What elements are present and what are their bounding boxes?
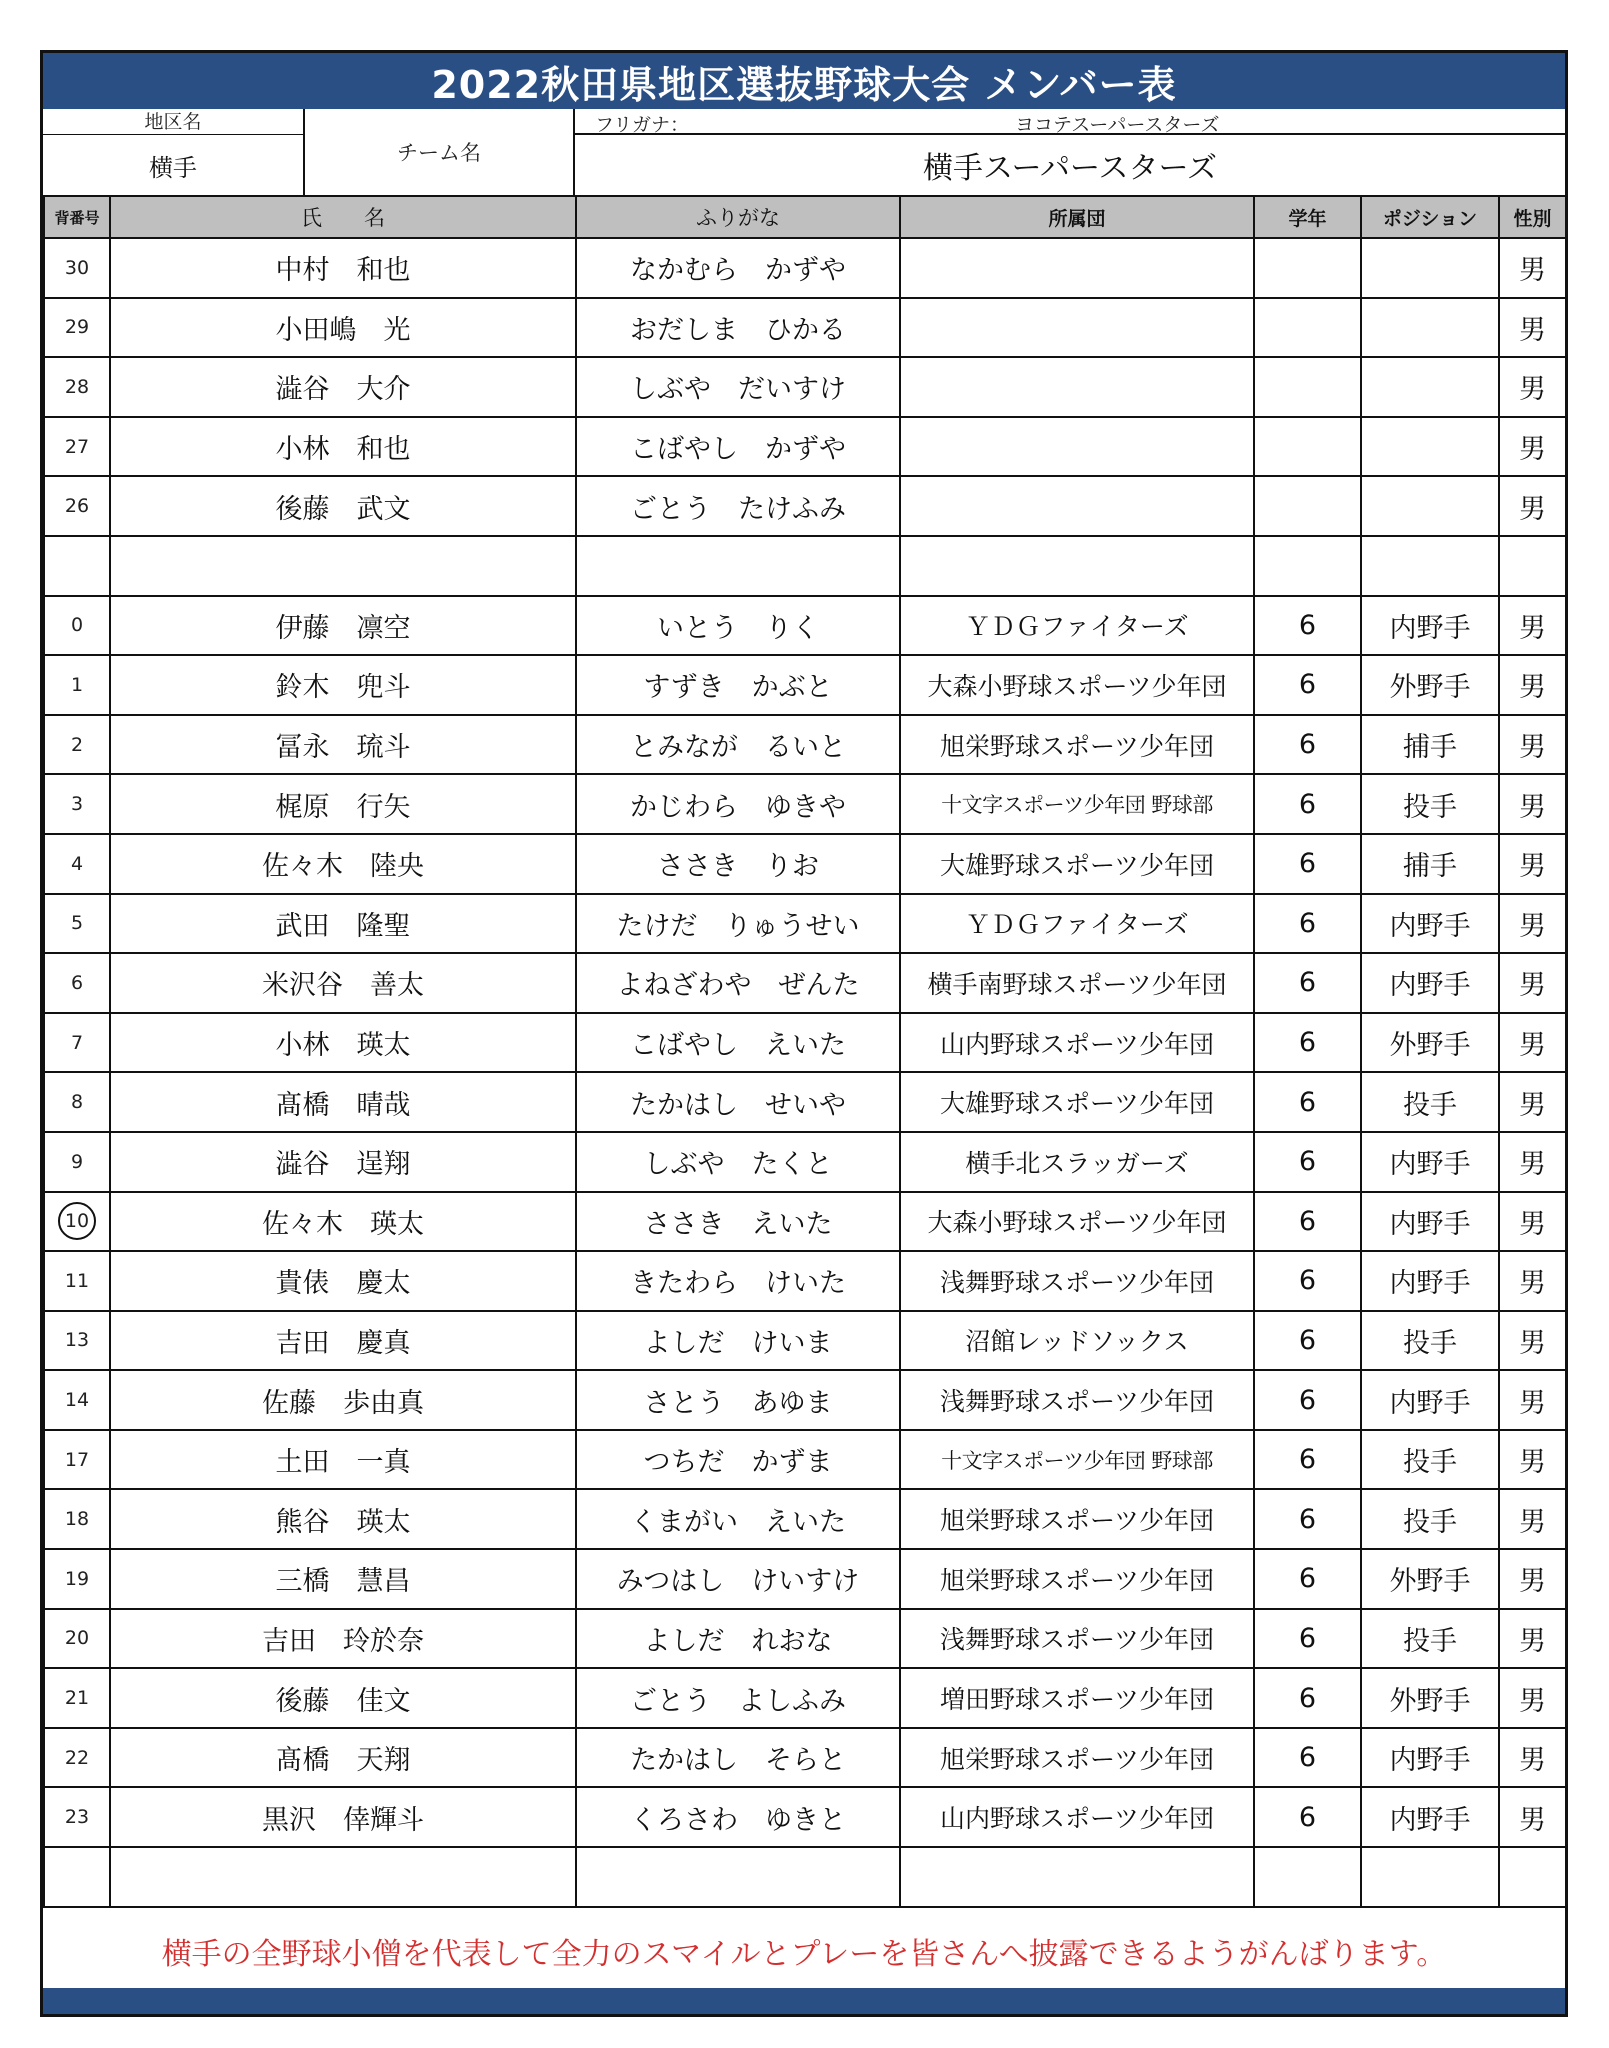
team-label-cell [305, 109, 575, 195]
table-row [44, 1072, 1566, 1132]
col-reading: ふりがな [576, 196, 900, 238]
cell-grade: 6 [1254, 1072, 1361, 1132]
table-header-row [44, 196, 1566, 238]
cell-number [44, 1847, 110, 1907]
cell-position: 投手 [1361, 1430, 1499, 1490]
cell-reading: しぶや たくと [576, 1132, 900, 1192]
table-row [44, 1370, 1566, 1430]
cell-name: 貴俵 慶太 [110, 1251, 576, 1311]
cell-grade [1254, 476, 1361, 536]
cell-club: 増田野球スポーツ少年団 [900, 1668, 1254, 1728]
cell-grade: 6 [1254, 1311, 1361, 1371]
cell-club [900, 417, 1254, 477]
cell-position [1361, 536, 1499, 596]
table-row [44, 1847, 1566, 1907]
cell-reading: ごとう たけふみ [576, 476, 900, 536]
cell-number: 5 [44, 894, 110, 954]
cell-club [900, 536, 1254, 596]
col-position: ポジション [1361, 196, 1499, 238]
cell-club: 浅舞野球スポーツ少年団 [900, 1251, 1254, 1311]
furigana-row [575, 109, 1565, 135]
cell-name: 小林 和也 [110, 417, 576, 477]
table-row [44, 298, 1566, 358]
cell-position: 投手 [1361, 1609, 1499, 1669]
cell-position: 内野手 [1361, 894, 1499, 954]
cell-reading: よねざわや ぜんた [576, 953, 900, 1013]
cell-gender: 男 [1499, 1430, 1566, 1490]
cell-name: 小林 瑛太 [110, 1013, 576, 1073]
cell-reading: なかむら かずや [576, 238, 900, 298]
cell-club [900, 1847, 1254, 1907]
table-row [44, 536, 1566, 596]
district-value: 横手 [149, 153, 197, 182]
page-title: 2022秋田県地区選抜野球大会 メンバー表 [43, 53, 1565, 109]
cell-reading: きたわら けいた [576, 1251, 900, 1311]
table-row [44, 1489, 1566, 1549]
cell-gender: 男 [1499, 1489, 1566, 1549]
cell-number: 1 [44, 655, 110, 715]
cell-position [1361, 238, 1499, 298]
cell-name: 鈴木 兜斗 [110, 655, 576, 715]
cell-reading: みつはし けいすけ [576, 1549, 900, 1609]
cell-name: 佐藤 歩由真 [110, 1370, 576, 1430]
cell-reading: よしだ れおな [576, 1609, 900, 1669]
cell-gender: 男 [1499, 1787, 1566, 1847]
cell-gender: 男 [1499, 1370, 1566, 1430]
cell-reading: こばやし かずや [576, 417, 900, 477]
cell-gender: 男 [1499, 1192, 1566, 1252]
cell-gender: 男 [1499, 1609, 1566, 1669]
cell-grade: 6 [1254, 596, 1361, 656]
cell-gender: 男 [1499, 1668, 1566, 1728]
cell-name: 澁谷 逞翔 [110, 1132, 576, 1192]
table-row [44, 596, 1566, 656]
cell-name: 中村 和也 [110, 238, 576, 298]
col-name: 氏 名 [110, 196, 576, 238]
cell-name [110, 1847, 576, 1907]
table-row [44, 1013, 1566, 1073]
table-row [44, 1728, 1566, 1788]
cell-club: ＹＤＧファイターズ [900, 894, 1254, 954]
cell-gender: 男 [1499, 953, 1566, 1013]
cell-grade [1254, 536, 1361, 596]
cell-club: 旭栄野球スポーツ少年団 [900, 1489, 1254, 1549]
cell-gender: 男 [1499, 1728, 1566, 1788]
cell-reading: いとう りく [576, 596, 900, 656]
cell-name: 吉田 玲於奈 [110, 1609, 576, 1669]
cell-position: 内野手 [1361, 1251, 1499, 1311]
cell-gender: 男 [1499, 1013, 1566, 1073]
cell-position: 投手 [1361, 1311, 1499, 1371]
cell-club: 大雄野球スポーツ少年団 [900, 1072, 1254, 1132]
cell-name: 後藤 武文 [110, 476, 576, 536]
cell-number: 3 [44, 774, 110, 834]
cell-number: 7 [44, 1013, 110, 1073]
cell-name: 吉田 慶真 [110, 1311, 576, 1371]
cell-reading: こばやし えいた [576, 1013, 900, 1073]
cell-gender: 男 [1499, 417, 1566, 477]
cell-grade: 6 [1254, 1370, 1361, 1430]
table-row [44, 1132, 1566, 1192]
cell-grade [1254, 357, 1361, 417]
cell-grade: 6 [1254, 1668, 1361, 1728]
cell-club: 浅舞野球スポーツ少年団 [900, 1609, 1254, 1669]
cell-club: 大森小野球スポーツ少年団 [900, 655, 1254, 715]
table-row [44, 1609, 1566, 1669]
cell-gender: 男 [1499, 1311, 1566, 1371]
cell-number: 27 [44, 417, 110, 477]
cell-number: 18 [44, 1489, 110, 1549]
cell-gender: 男 [1499, 715, 1566, 775]
team-label: チーム名 [397, 141, 481, 165]
cell-grade: 6 [1254, 1787, 1361, 1847]
cell-gender: 男 [1499, 238, 1566, 298]
cell-position: 内野手 [1361, 1192, 1499, 1252]
cell-number: 2 [44, 715, 110, 775]
cell-name: 伊藤 凛空 [110, 596, 576, 656]
team-message: 横手の全野球小僧を代表して全力のスマイルとプレーを皆さんへ披露できるようがんばります。 [161, 1936, 1447, 1972]
cell-reading: つちだ かずま [576, 1430, 900, 1490]
cell-number: 17 [44, 1430, 110, 1490]
cell-position: 捕手 [1361, 715, 1499, 775]
cell-name [110, 536, 576, 596]
cell-number: 0 [44, 596, 110, 656]
cell-number: 29 [44, 298, 110, 358]
table-row [44, 953, 1566, 1013]
table-row [44, 894, 1566, 954]
cell-position: 内野手 [1361, 1728, 1499, 1788]
cell-reading: たかはし せいや [576, 1072, 900, 1132]
cell-gender: 男 [1499, 1072, 1566, 1132]
cell-name: 小田嶋 光 [110, 298, 576, 358]
cell-position: 投手 [1361, 774, 1499, 834]
cell-gender: 男 [1499, 298, 1566, 358]
cell-name: 髙橋 晴哉 [110, 1072, 576, 1132]
cell-gender: 男 [1499, 1549, 1566, 1609]
cell-grade: 6 [1254, 1192, 1361, 1252]
cell-position [1361, 357, 1499, 417]
cell-reading: おだしま ひかる [576, 298, 900, 358]
cell-grade: 6 [1254, 953, 1361, 1013]
cell-grade: 6 [1254, 1430, 1361, 1490]
cell-club: 大雄野球スポーツ少年団 [900, 834, 1254, 894]
cell-club: 山内野球スポーツ少年団 [900, 1787, 1254, 1847]
cell-position [1361, 417, 1499, 477]
cell-club: 山内野球スポーツ少年団 [900, 1013, 1254, 1073]
cell-number: 8 [44, 1072, 110, 1132]
cell-club: 旭栄野球スポーツ少年団 [900, 1549, 1254, 1609]
cell-reading: すずき かぶと [576, 655, 900, 715]
cell-number: 23 [44, 1787, 110, 1847]
cell-number: 28 [44, 357, 110, 417]
col-club: 所属団 [900, 196, 1254, 238]
cell-name: 土田 一真 [110, 1430, 576, 1490]
cell-grade [1254, 1847, 1361, 1907]
cell-gender: 男 [1499, 1251, 1566, 1311]
cell-club: 十文字スポーツ少年団 野球部 [900, 774, 1254, 834]
cell-club: 浅舞野球スポーツ少年団 [900, 1370, 1254, 1430]
cell-name: 佐々木 陸央 [110, 834, 576, 894]
cell-club [900, 357, 1254, 417]
cell-club: 沼館レッドソックス [900, 1311, 1254, 1371]
member-table [43, 195, 1567, 1908]
table-row [44, 1430, 1566, 1490]
cell-gender: 男 [1499, 894, 1566, 954]
cell-position: 外野手 [1361, 655, 1499, 715]
furigana-label: フリガナ： [595, 114, 690, 136]
cell-reading: しぶや だいすけ [576, 357, 900, 417]
cell-gender: 男 [1499, 596, 1566, 656]
cell-reading: かじわら ゆきや [576, 774, 900, 834]
furigana-value: ヨコテスーパースターズ [1015, 114, 1220, 136]
cell-position: 外野手 [1361, 1013, 1499, 1073]
cell-position: 内野手 [1361, 596, 1499, 656]
cell-position: 内野手 [1361, 1787, 1499, 1847]
cell-reading [576, 1847, 900, 1907]
cell-gender: 男 [1499, 1132, 1566, 1192]
cell-grade: 6 [1254, 1013, 1361, 1073]
cell-reading: たけだ りゅうせい [576, 894, 900, 954]
cell-name: 髙橋 天翔 [110, 1728, 576, 1788]
cell-gender: 男 [1499, 357, 1566, 417]
cell-club: 旭栄野球スポーツ少年団 [900, 715, 1254, 775]
cell-position [1361, 298, 1499, 358]
table-row [44, 834, 1566, 894]
cell-reading [576, 536, 900, 596]
table-row [44, 774, 1566, 834]
cell-grade: 6 [1254, 1549, 1361, 1609]
cell-number: 26 [44, 476, 110, 536]
cell-grade [1254, 417, 1361, 477]
cell-reading: とみなが るいと [576, 715, 900, 775]
cell-position: 投手 [1361, 1072, 1499, 1132]
footer-bar [43, 1988, 1565, 2014]
cell-grade: 6 [1254, 774, 1361, 834]
member-sheet [40, 50, 1568, 2017]
district-value-cell [43, 135, 305, 195]
cell-name: 黒沢 倖輝斗 [110, 1787, 576, 1847]
table-row [44, 1787, 1566, 1847]
cell-club [900, 298, 1254, 358]
cell-grade: 6 [1254, 1609, 1361, 1669]
cell-grade: 6 [1254, 715, 1361, 775]
cell-grade: 6 [1254, 655, 1361, 715]
cell-grade: 6 [1254, 894, 1361, 954]
table-row [44, 1549, 1566, 1609]
cell-number: 21 [44, 1668, 110, 1728]
team-name: 横手スーパースターズ [923, 151, 1217, 186]
cell-position: 投手 [1361, 1489, 1499, 1549]
cell-gender: 男 [1499, 834, 1566, 894]
cell-club: ＹＤＧファイターズ [900, 596, 1254, 656]
cell-number: 6 [44, 953, 110, 1013]
table-row [44, 1192, 1566, 1252]
cell-name: 武田 隆聖 [110, 894, 576, 954]
table-row [44, 417, 1566, 477]
cell-name: 澁谷 大介 [110, 357, 576, 417]
cell-number: 19 [44, 1549, 110, 1609]
table-row [44, 476, 1566, 536]
cell-reading: ささき えいた [576, 1192, 900, 1252]
district-label-cell [43, 109, 305, 135]
table-row [44, 1311, 1566, 1371]
col-grade: 学年 [1254, 196, 1361, 238]
cell-position [1361, 1847, 1499, 1907]
cell-grade [1254, 298, 1361, 358]
district-label: 地区名 [144, 111, 202, 133]
cell-reading: くろさわ ゆきと [576, 1787, 900, 1847]
cell-grade: 6 [1254, 1251, 1361, 1311]
cell-position: 内野手 [1361, 1132, 1499, 1192]
captain-mark: 10 [58, 1202, 96, 1240]
cell-position: 外野手 [1361, 1549, 1499, 1609]
cell-gender [1499, 1847, 1566, 1907]
cell-club: 大森小野球スポーツ少年団 [900, 1192, 1254, 1252]
cell-number [44, 536, 110, 596]
cell-number: 13 [44, 1311, 110, 1371]
cell-name: 米沢谷 善太 [110, 953, 576, 1013]
cell-number: 22 [44, 1728, 110, 1788]
cell-grade [1254, 238, 1361, 298]
cell-gender [1499, 536, 1566, 596]
cell-position: 内野手 [1361, 1370, 1499, 1430]
col-gender: 性別 [1499, 196, 1566, 238]
col-number: 背番号 [44, 196, 110, 238]
cell-club: 旭栄野球スポーツ少年団 [900, 1728, 1254, 1788]
cell-position: 捕手 [1361, 834, 1499, 894]
cell-club [900, 238, 1254, 298]
cell-reading: たかはし そらと [576, 1728, 900, 1788]
cell-position [1361, 476, 1499, 536]
cell-grade: 6 [1254, 1132, 1361, 1192]
table-row [44, 655, 1566, 715]
cell-number: 20 [44, 1609, 110, 1669]
cell-number [44, 1192, 110, 1252]
cell-name: 後藤 佳文 [110, 1668, 576, 1728]
cell-gender: 男 [1499, 476, 1566, 536]
cell-club [900, 476, 1254, 536]
cell-reading: ささき りお [576, 834, 900, 894]
cell-grade: 6 [1254, 834, 1361, 894]
cell-grade: 6 [1254, 1728, 1361, 1788]
cell-club: 十文字スポーツ少年団 野球部 [900, 1430, 1254, 1490]
cell-reading: くまがい えいた [576, 1489, 900, 1549]
table-row [44, 357, 1566, 417]
cell-number: 9 [44, 1132, 110, 1192]
table-row [44, 1251, 1566, 1311]
cell-number: 11 [44, 1251, 110, 1311]
cell-name: 佐々木 瑛太 [110, 1192, 576, 1252]
cell-name: 梶原 行矢 [110, 774, 576, 834]
cell-number: 30 [44, 238, 110, 298]
cell-reading: さとう あゆま [576, 1370, 900, 1430]
table-row [44, 1668, 1566, 1728]
cell-name: 三橋 慧昌 [110, 1549, 576, 1609]
cell-reading: よしだ けいま [576, 1311, 900, 1371]
table-row [44, 238, 1566, 298]
cell-number: 14 [44, 1370, 110, 1430]
table-row [44, 715, 1566, 775]
cell-club: 横手北スラッガーズ [900, 1132, 1254, 1192]
cell-grade: 6 [1254, 1489, 1361, 1549]
cell-position: 内野手 [1361, 953, 1499, 1013]
cell-gender: 男 [1499, 655, 1566, 715]
cell-club: 横手南野球スポーツ少年団 [900, 953, 1254, 1013]
cell-name: 冨永 琉斗 [110, 715, 576, 775]
cell-gender: 男 [1499, 774, 1566, 834]
cell-number: 4 [44, 834, 110, 894]
cell-position: 外野手 [1361, 1668, 1499, 1728]
cell-name: 熊谷 瑛太 [110, 1489, 576, 1549]
team-name-cell [575, 135, 1565, 195]
cell-reading: ごとう よしふみ [576, 1668, 900, 1728]
